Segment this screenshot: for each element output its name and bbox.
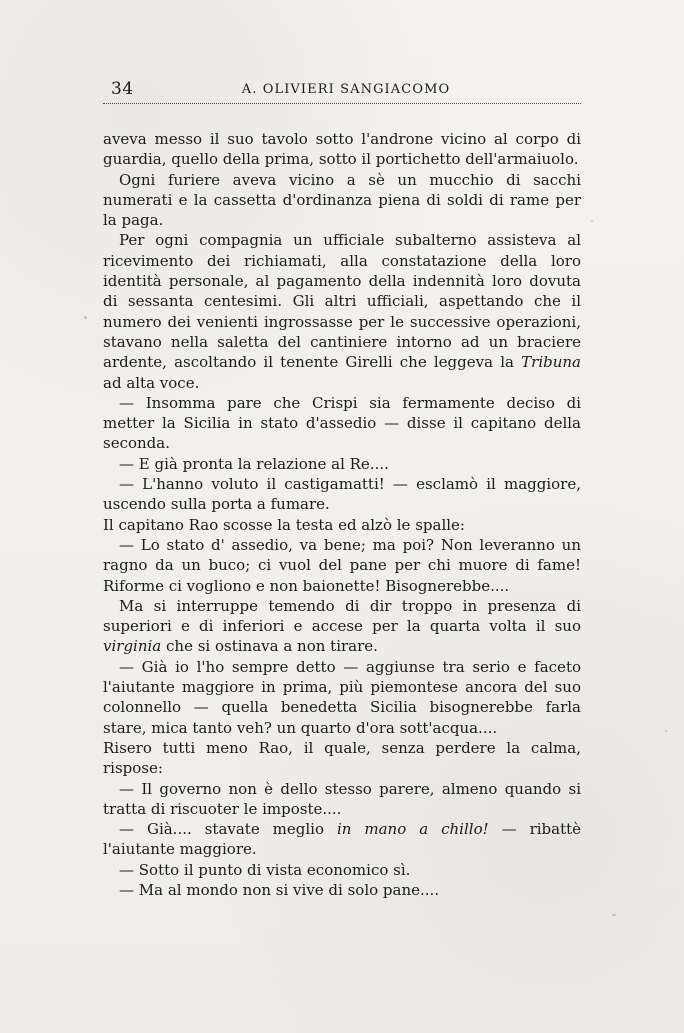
paragraph: Risero tutti meno Rao, il quale, senza perdere la calma, rispose: [103,738,581,778]
paper-speck [665,730,667,732]
paragraph: — Lo stato d' assedio, va bene; ma poi? Non leveranno un ragno da un buco; ci vuol del pane per chi muore di fame! Riforme ci vogliono e non baionette! Bisognerebbe.... [103,535,581,595]
header-divider [103,103,581,104]
paragraph: Per ogni compagnia un ufficiale subalterno assisteva al ricevimento dei richiamati, alla constatazione della loro identità personale, al pagamento della indennità loro dovuta di sessanta centesimi. Gli altri ufficiali, aspettando che il numero dei venienti ingrossasse per le successive operazioni, stavano nella saletta del cantiniere intorno ad un braciere ardente, ascoltando il tenente Girelli che leggeva la Tribuna ad alta voce. [103,231,581,392]
paragraph: — Il governo non è dello stesso parere, almeno quando si tratta di riscuoter le imposte.... [103,779,581,818]
paragraph: Il capitano Rao scosse la testa ed alzò le spalle: [103,515,465,534]
page-header [103,79,581,101]
italic-text: in mano a chillo! [336,820,489,839]
paragraph: — L'hanno voluto il castigamatti! — esclamò il maggiore, uscendo sulla porta a fumare. [103,475,581,514]
running-head: A. OLIVIERI SANGIACOMO [241,82,451,97]
italic-text: Tribuna [521,353,581,372]
paper-speck [84,316,87,319]
paper-speck [591,220,593,222]
paragraph: Ogni furiere aveva vicino a sè un mucchio di sacchi numerati e la cassetta d'ordinanza piena di soldi di rame per la paga. [103,170,581,230]
paragraph: — Ma al mondo non si vive di solo pane.... [119,880,440,899]
page-number: 34 [111,79,134,99]
body-text [103,129,581,900]
paragraph: aveva messo il suo tavolo sotto l'androne vicino al corpo di guardia, quello della prima, sotto il portichetto dell'armaiuolo. [103,130,581,169]
paragraph: — Sotto il punto di vista economico sì. [119,860,411,879]
paragraph: — Insomma pare che Crispi sia fermamente deciso di metter la Sicilia in stato d'assedio — disse il capitano della seconda. [103,393,581,453]
paragraph: Ma si interruppe temendo di dir troppo in presenza di superiori e di inferiori e accese per la quarta volta il suo virginia che si ostinava a non tirare. [103,596,581,656]
italic-text: virginia [103,637,162,656]
paragraph: — Già.... stavate meglio in mano a chillo! — ribattè l'aiutante maggiore. [103,820,582,859]
paragraph: — E già pronta la relazione al Re.... [119,454,389,473]
paragraph: — Già io l'ho sempre detto — aggiunse tra serio e faceto l'aiutante maggiore in prima, più piemontese ancora del suo colonnello — quella benedetta Sicilia bisognerebbe farla stare, mica tanto veh? un quarto d'ora sott'acqua.... [103,657,581,737]
paper-speck [612,914,616,916]
